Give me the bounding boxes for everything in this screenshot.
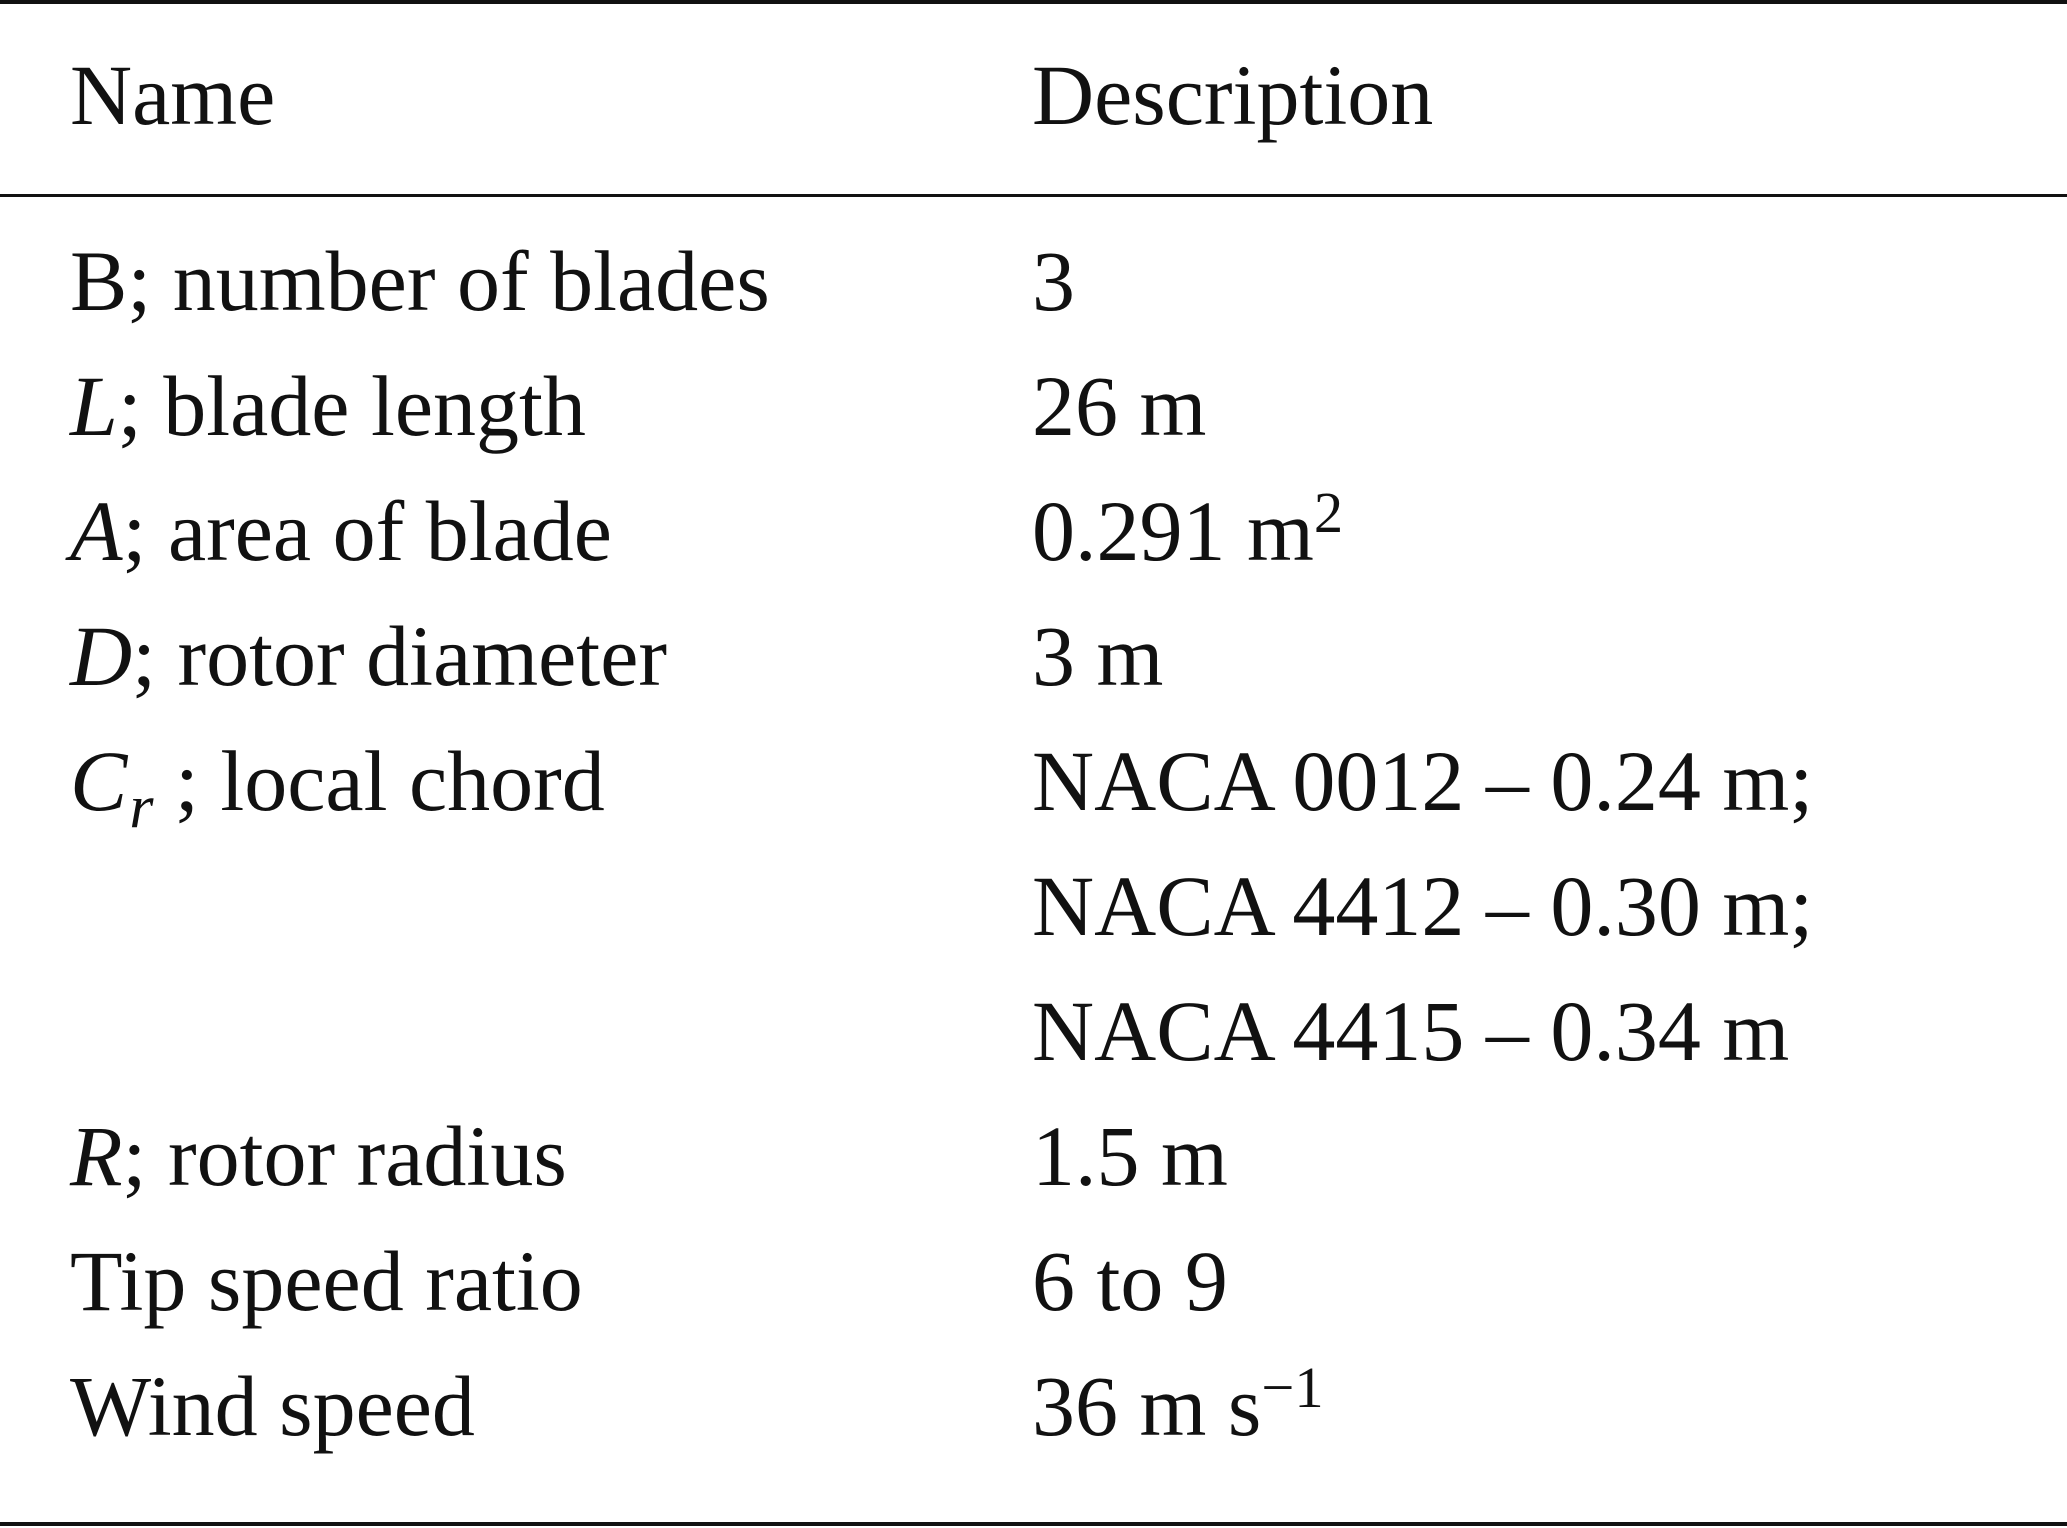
param-name: Tip speed ratio xyxy=(70,1233,583,1329)
value-line: NACA 4412 – 0.30 m; xyxy=(1032,858,1814,954)
param-symbol: D xyxy=(70,608,133,704)
param-name: A; area of blade xyxy=(70,483,612,579)
table-header-rule xyxy=(0,194,2067,197)
value-exponent: −1 xyxy=(1261,1354,1324,1420)
param-value: 26 m xyxy=(1032,358,1207,454)
param-value xyxy=(1032,733,1814,1113)
param-symbol: L xyxy=(70,358,118,454)
value-line: NACA 0012 – 0.24 m; xyxy=(1032,733,1814,829)
param-symbol: C xyxy=(70,733,128,829)
param-name: Wind speed xyxy=(70,1358,475,1454)
param-symbol: R xyxy=(70,1108,123,1204)
value-line: NACA 4415 – 0.34 m xyxy=(1032,983,1790,1079)
param-value: 3 xyxy=(1032,233,1075,329)
param-name: $C_r$ ; local chord xyxy=(70,733,605,842)
param-value: 6 to 9 xyxy=(1032,1233,1228,1329)
param-symbol-subscript: r xyxy=(129,773,154,842)
table-top-rule xyxy=(0,0,2067,4)
param-symbol: A xyxy=(70,483,123,579)
param-name: B; number of blades xyxy=(70,233,770,329)
header-name: Name xyxy=(70,47,276,143)
param-name: R; rotor radius xyxy=(70,1108,567,1204)
param-name: D; rotor diameter xyxy=(70,608,668,704)
header-description: Description xyxy=(1032,47,1434,143)
table-bottom-rule xyxy=(0,1522,2067,1526)
param-value: 3 m xyxy=(1032,608,1164,704)
param-value: 0.291 $m^2$ xyxy=(1032,479,1344,579)
param-name: L; blade length xyxy=(70,358,586,454)
value-exponent: 2 xyxy=(1313,479,1344,545)
param-value: 1.5 m xyxy=(1032,1108,1228,1204)
param-value: 36 m $s^{-1}$ xyxy=(1032,1354,1324,1454)
